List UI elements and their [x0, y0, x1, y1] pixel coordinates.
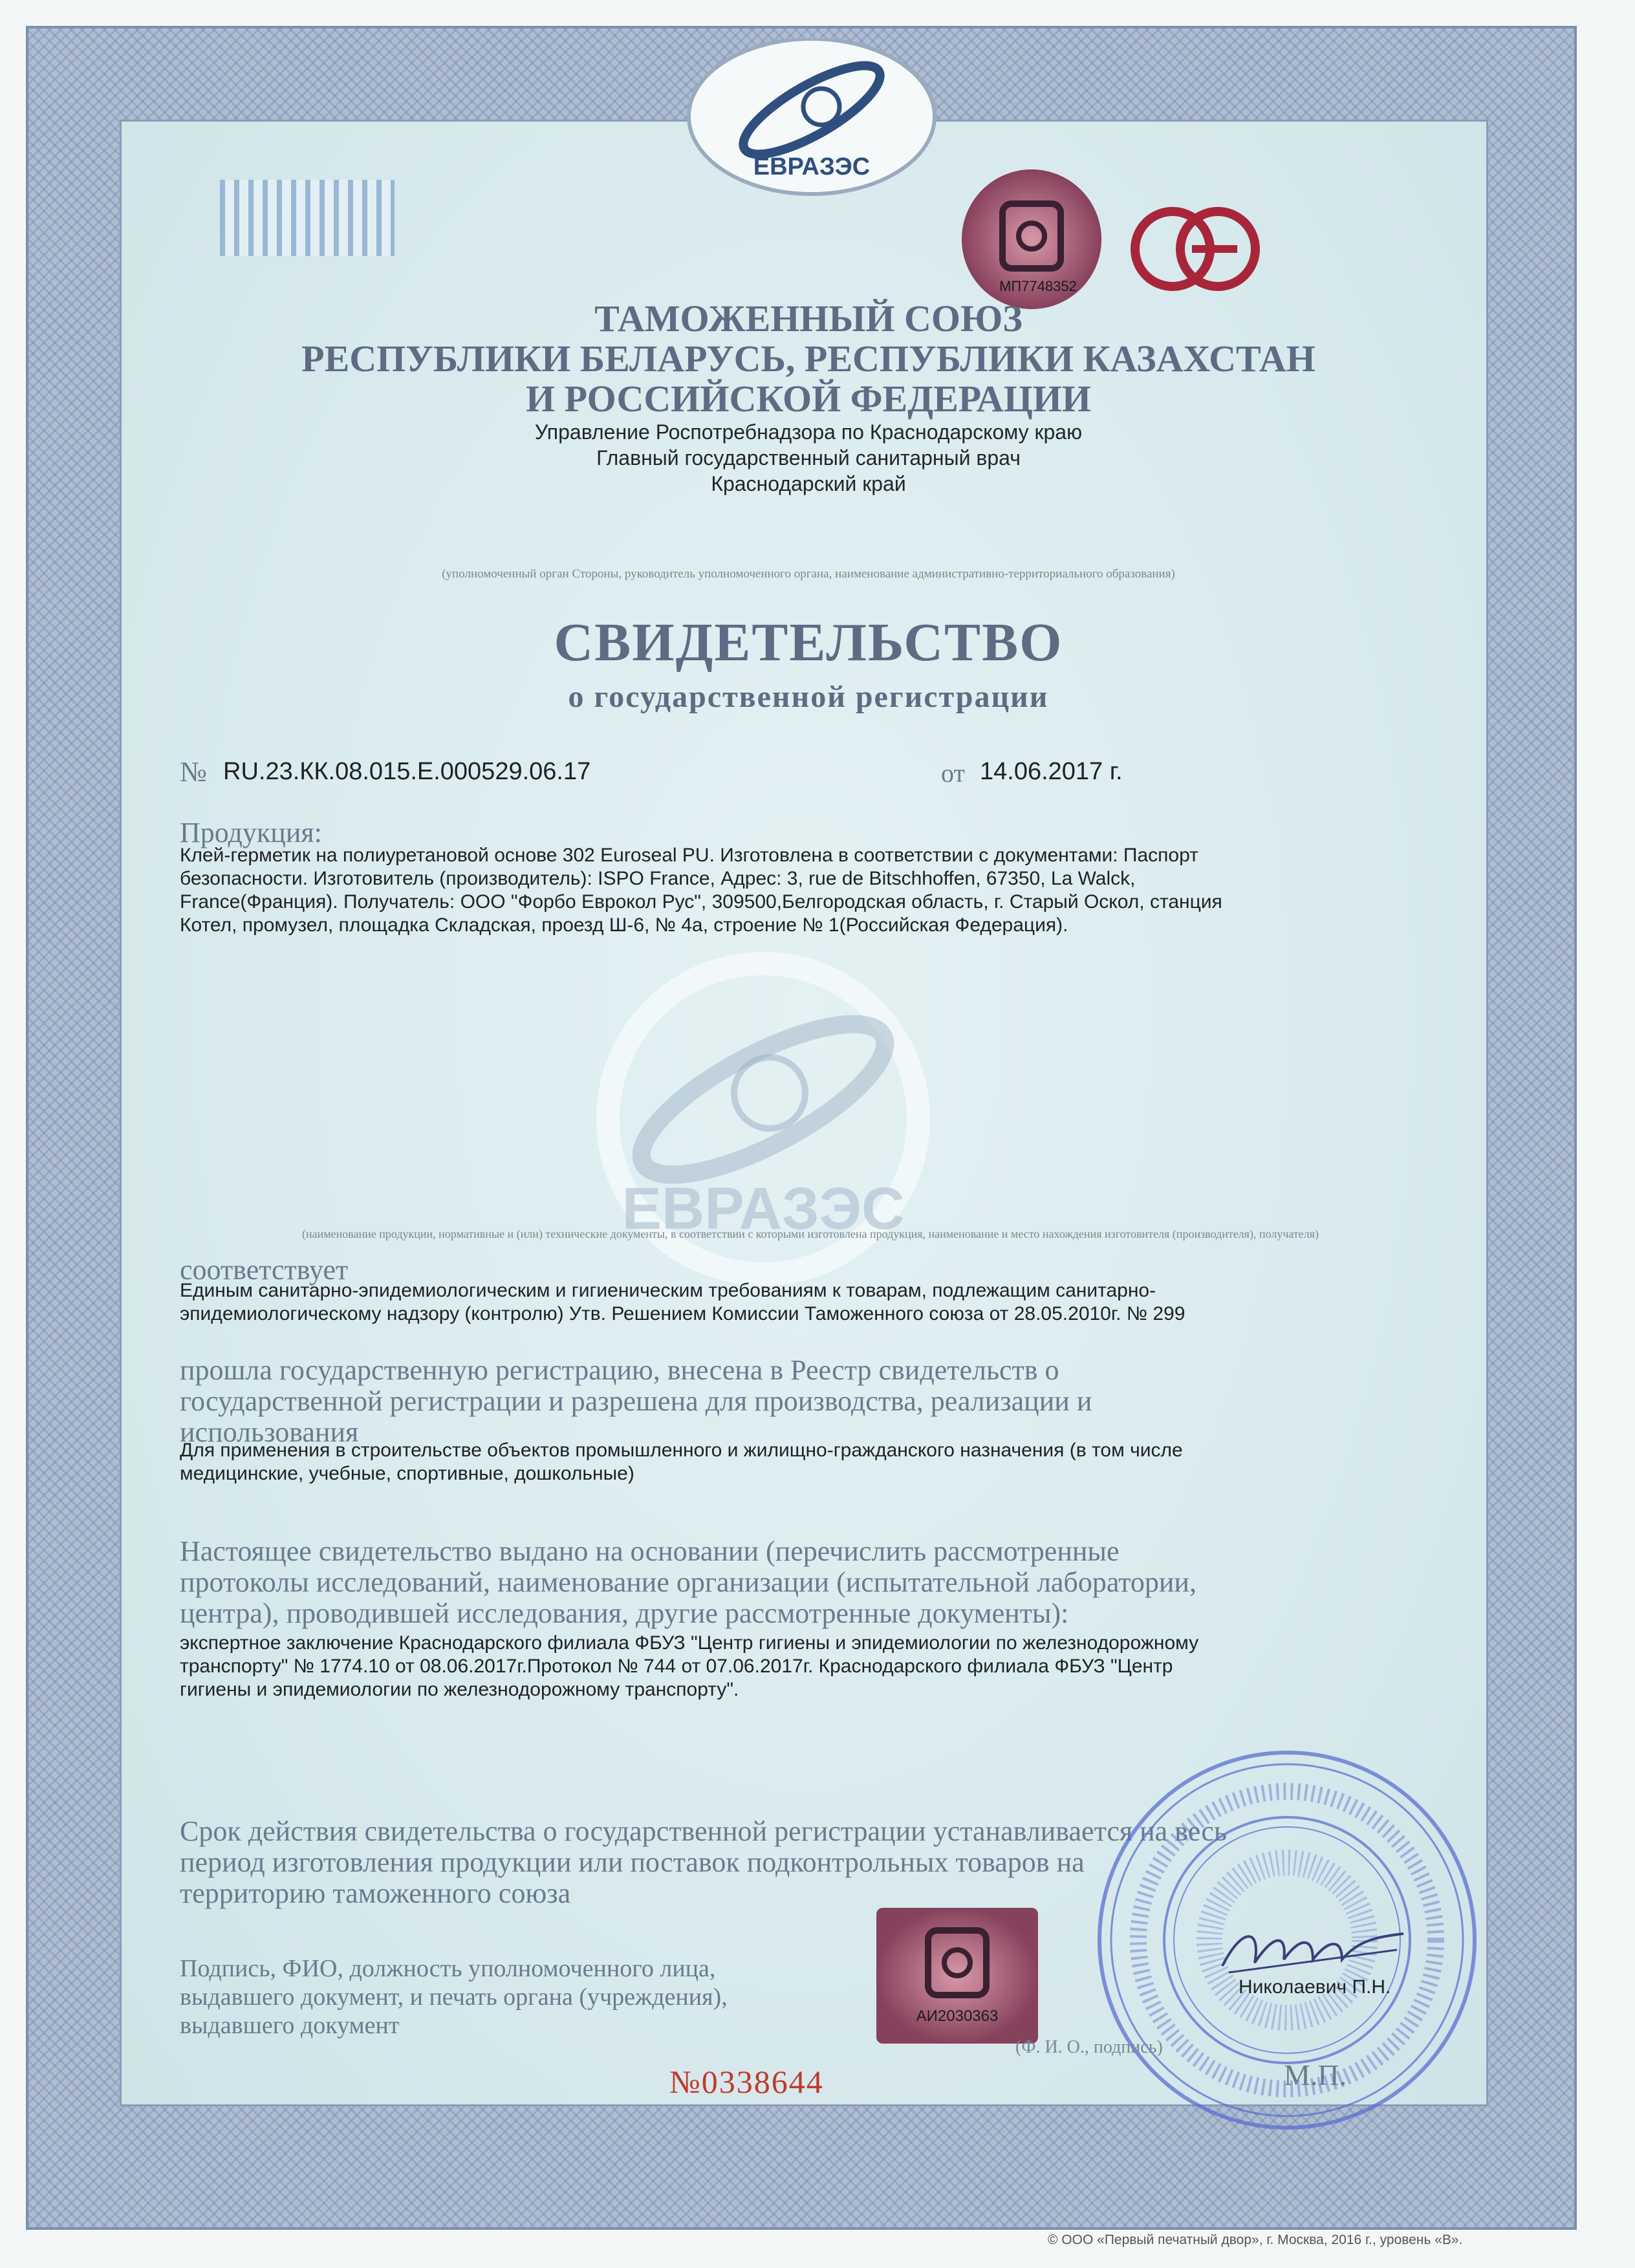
signatory-name: Николаевич П.Н. [1239, 1976, 1391, 1998]
number-label: № [180, 756, 207, 788]
signature-caption: (Ф. И. О., подпись) [1015, 2037, 1163, 2057]
watermark-text: ЕВРАЗЭС [622, 1176, 905, 1242]
union-title-line-1: ТАМОЖЕННЫЙ СОЮЗ [594, 297, 1023, 340]
basis-value-line-1: экспертное заключение Краснодарского филиала ФБУЗ "Центр гигиены и эпидемиологии по железнодорожному [180, 1632, 1199, 1654]
passed-line-3: использования [180, 1416, 359, 1448]
conforms-line-1: Единым санитарно-эпидемиологическим и гигиеническим требованиям к товарам, подлежащим санитарно- [180, 1280, 1156, 1301]
validity-line-2: период изготовления продукции или поставок подконтрольных товаров на [180, 1846, 1085, 1878]
eurasec-logo [679, 39, 944, 207]
validity-line-3: территорию таможенного союза [180, 1877, 571, 1909]
product-line-2: безопасности. Изготовитель (производитель): ISPO France, Адрес: 3, rue de Bitschhoffen, 67350, La Walck, [180, 868, 1136, 889]
union-title-line-3: И РОССИЙСКОЙ ФЕДЕРАЦИИ [525, 378, 1092, 420]
conforms-line-2: эпидемиологическому надзору (контролю) Утв. Решением Комиссии Таможенного союза от 28.05.2010г. № 299 [180, 1303, 1186, 1324]
serial-number: №0338644 [669, 2064, 824, 2100]
authority-line-1: Управление Роспотребнадзора по Краснодарскому краю [534, 420, 1083, 444]
hologram-sticker-bottom [876, 1908, 1038, 2044]
registration-number: RU.23.КК.08.015.Е.000529.06.17 [223, 758, 591, 785]
date-label: от [941, 759, 965, 788]
certificate-title: СВИДЕТЕЛЬСТВО [554, 612, 1063, 673]
logo-text: ЕВРАЗЭС [753, 153, 871, 180]
conforms-text [180, 1279, 1441, 1326]
product-line-1: Клей-герметик на полиуретановой основе 302 Euroseal PU. Изготовлена в соответствии с документами: Паспорт [180, 845, 1198, 866]
passed-line-2: государственной регистрации и разрешена для производства, реализации и [180, 1385, 1092, 1417]
hologram-top-code: МП7748352 [999, 278, 1077, 294]
usage-text [180, 1439, 1441, 1485]
union-title-line-2: РЕСПУБЛИКИ БЕЛАРУСЬ, РЕСПУБЛИКИ КАЗАХСТАН [301, 338, 1316, 380]
signature-label [180, 1954, 891, 2040]
authority-caption: (уполномоченный орган Стороны, руководитель уполномоченного органа, наименование административно-территориального образования) [442, 567, 1175, 581]
hologram-sticker-top [947, 168, 1116, 310]
basis-value [180, 1632, 1441, 1701]
handwritten-signature [1216, 1914, 1410, 1985]
conforms-label: соответствует [180, 1254, 349, 1286]
stamp-place-label: М.П. [1284, 2058, 1347, 2091]
signature-line-3: выдавшего документ [180, 2012, 400, 2039]
certificate-subtitle: о государственной регистрации [568, 680, 1049, 714]
basis-value-line-2: транспорту" № 1774.10 от 08.06.2017г.Протокол № 744 от 07.06.2017г. Краснодарского филиала ФБУЗ "Центр [180, 1656, 1173, 1677]
basis-line-2: протоколы исследований, наименование организации (испытательной лаборатории, [180, 1566, 1196, 1598]
product-description [180, 844, 1441, 937]
registration-date: 14.06.2017 г. [980, 758, 1123, 785]
authority-line-3: Краснодарский край [711, 472, 906, 495]
usage-line-2: медицинские, учебные, спортивные, дошкольные) [180, 1463, 634, 1484]
basis-line-1: Настоящее свидетельство выдано на основании (перечислить рассмотренные [180, 1535, 1120, 1567]
printer-imprint: © ООО «Первый печатный двор», г. Москва, 2016 г., уровень «В». [1048, 2232, 1463, 2247]
product-line-3: France(Франция). Получатель: ООО "Форбо Еврокол Рус", 309500,Белгородская область, г. Старый Оскол, станция [180, 891, 1222, 913]
signature-line-1: Подпись, ФИО, должность уполномоченного лица, [180, 1955, 716, 1982]
basis-text [180, 1536, 1441, 1629]
security-pattern [220, 180, 395, 256]
authority-line-2: Главный государственный санитарный врач [596, 446, 1021, 470]
union-title [194, 299, 1423, 419]
passed-registration-text [180, 1355, 1441, 1448]
validity-line-1: Срок действия свидетельства о государственной регистрации устанавливается на весь [180, 1815, 1227, 1847]
hologram-bottom-code: АИ2030363 [916, 2007, 999, 2025]
usage-line-1: Для применения в строительстве объектов промышленного и жилищно-гражданского назначения (в том числе [180, 1440, 1183, 1461]
basis-line-3: центра), проводившей исследования, другие рассмотренные документы): [180, 1597, 1069, 1629]
product-line-4: Котел, промузел, площадка Складская, проезд Ш-6, № 4а, строение № 1(Российская Федерация). [180, 914, 1068, 936]
conformity-mark [1124, 200, 1266, 297]
passed-line-1: прошла государственную регистрацию, внесена в Реестр свидетельств о [180, 1354, 1059, 1386]
product-label: Продукция: [180, 817, 322, 848]
basis-value-line-3: гигиены и эпидемиологии по железнодорожному транспорту". [180, 1679, 739, 1700]
product-caption: (наименование продукции, нормативные и (или) технические документы, в соответствии с которыми изготовлена продукция, наименование и место нахождения изготовителя (производителя), получателя) [301, 1227, 1319, 1240]
authority-block [194, 419, 1423, 497]
signature-line-2: выдавшего документ, и печать органа (учреждения), [180, 1983, 728, 2011]
